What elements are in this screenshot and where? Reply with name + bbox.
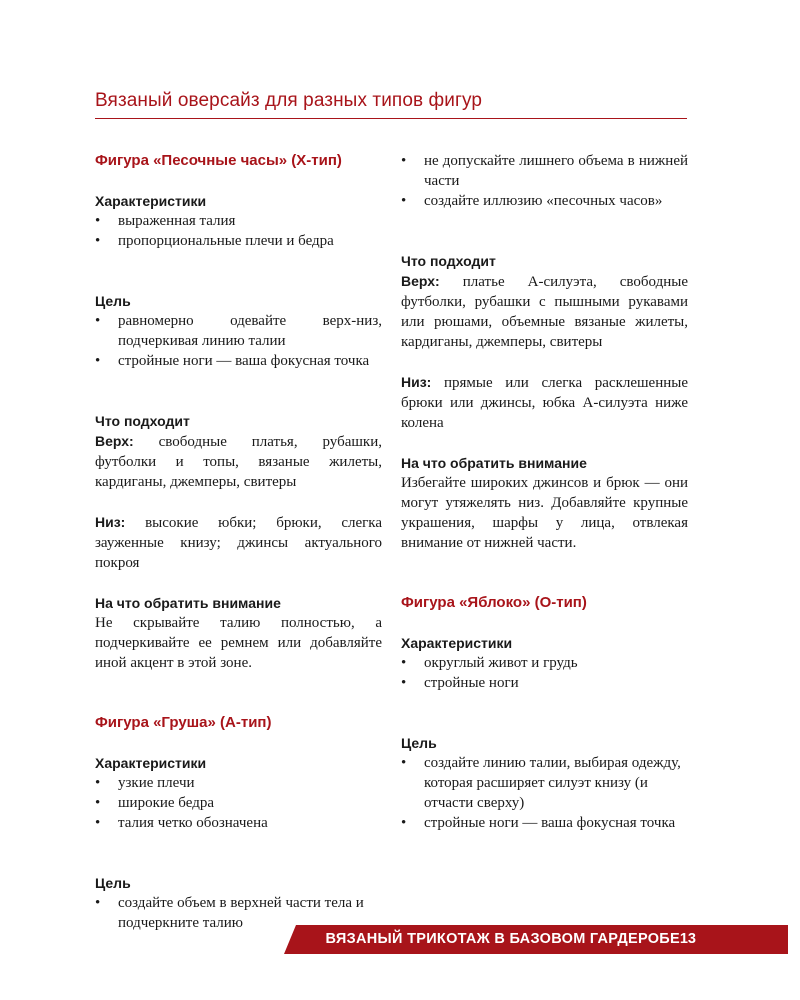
list-item: • узкие плечи	[95, 773, 382, 793]
hourglass-attention-label: На что обратить внимание	[95, 595, 281, 611]
apple-title: Фигура «Яблоко» (О-тип)	[401, 594, 587, 611]
right-column	[401, 151, 688, 833]
pear-title: Фигура «Груша» (А-тип)	[95, 714, 272, 731]
hourglass-bottom-text: высокие юбки; брюки, слегка зауженные книзу; джинсы актуального покроя	[95, 515, 383, 571]
list-item: • создайте иллюзию «песочных часов»	[401, 191, 688, 211]
pear-goal-list-part2	[401, 151, 688, 211]
list-item: • округлый живот и грудь	[401, 653, 688, 673]
list-item: • стройные ноги — ваша фокусная точка	[401, 813, 688, 833]
pear-characteristics-label: Характеристики	[95, 755, 207, 771]
hourglass-characteristics-list	[95, 211, 382, 251]
list-item: • пропорциональные плечи и бедра	[95, 231, 382, 251]
list-item: • создайте линию талии, выбирая одежду, которая расширяет силуэт книзу (и отчасти сверху)	[401, 753, 688, 813]
list-item: • широкие бедра	[95, 793, 382, 813]
pear-characteristics-list	[95, 773, 382, 833]
hourglass-bottom-paragraph	[95, 512, 382, 573]
list-item: • равномерно одевайте верх-низ, подчеркивая линию талии	[95, 311, 382, 351]
footer-book-title: ВЯЗАНЫЙ ТРИКОТАЖ В БАЗОВОМ ГАРДЕРОБЕ	[325, 931, 680, 947]
list-item: • стройные ноги	[401, 673, 688, 693]
pear-top-label: Верх:	[401, 273, 440, 289]
pear-goal-label: Цель	[95, 875, 131, 891]
apple-goal-label: Цель	[401, 735, 437, 751]
apple-goal-list	[401, 753, 688, 833]
pear-bottom-text: прямые или слегка расклешенные брюки или джинсы, юбка А-силуэта ниже колена	[401, 375, 688, 431]
pear-bottom-paragraph	[401, 372, 688, 433]
list-item: • не допускайте лишнего объема в нижней части	[401, 151, 688, 191]
hourglass-bottom-label: Низ:	[95, 514, 126, 530]
page-number: 13	[679, 931, 696, 947]
pear-top-text: платье А-силуэта, свободные футболки, рубашки с пышными рукавами или рюшами, объемные вязаные жилеты, кардиганы, джемперы, свитеры	[401, 274, 688, 350]
pear-fits-label: Что подходит	[401, 253, 496, 269]
hourglass-top-paragraph	[95, 431, 382, 492]
list-item: • талия четко обозначена	[95, 813, 382, 833]
pear-bottom-label: Низ:	[401, 374, 432, 390]
list-item: • выраженная талия	[95, 211, 382, 231]
hourglass-goal-label: Цель	[95, 293, 131, 309]
apple-characteristics-label: Характеристики	[401, 635, 513, 651]
hourglass-fits-label: Что подходит	[95, 413, 190, 429]
pear-attention-label: На что обратить внимание	[401, 455, 587, 471]
apple-characteristics-list	[401, 653, 688, 693]
pear-attention-text: Избегайте широких джинсов и брюк — они могут утяжелять низ. Добавляйте крупные украшения, шарфы у лица, отвлекая внимание от нижней части.	[401, 475, 688, 551]
list-item: • стройные ноги — ваша фокусная точка	[95, 351, 382, 371]
hourglass-top-label: Верх:	[95, 433, 134, 449]
hourglass-attention-text: Не скрывайте талию полностью, а подчеркивайте ее ремнем или добавляйте иной акцент в этой зоне.	[95, 615, 382, 671]
pear-top-paragraph	[401, 271, 688, 352]
page-header-title: Вязаный оверсайз для разных типов фигур	[95, 90, 483, 111]
header-divider	[95, 118, 687, 119]
hourglass-goal-list	[95, 311, 382, 371]
left-column	[95, 151, 382, 933]
hourglass-characteristics-label: Характеристики	[95, 193, 207, 209]
hourglass-top-text: свободные платья, рубашки, футболки и топы, вязаные жилеты, кардиганы, джемперы, свитеры	[95, 434, 382, 490]
hourglass-title: Фигура «Песочные часы» (Х-тип)	[95, 152, 342, 169]
list-item: • создайте объем в верхней части тела и подчеркните талию	[95, 893, 382, 933]
